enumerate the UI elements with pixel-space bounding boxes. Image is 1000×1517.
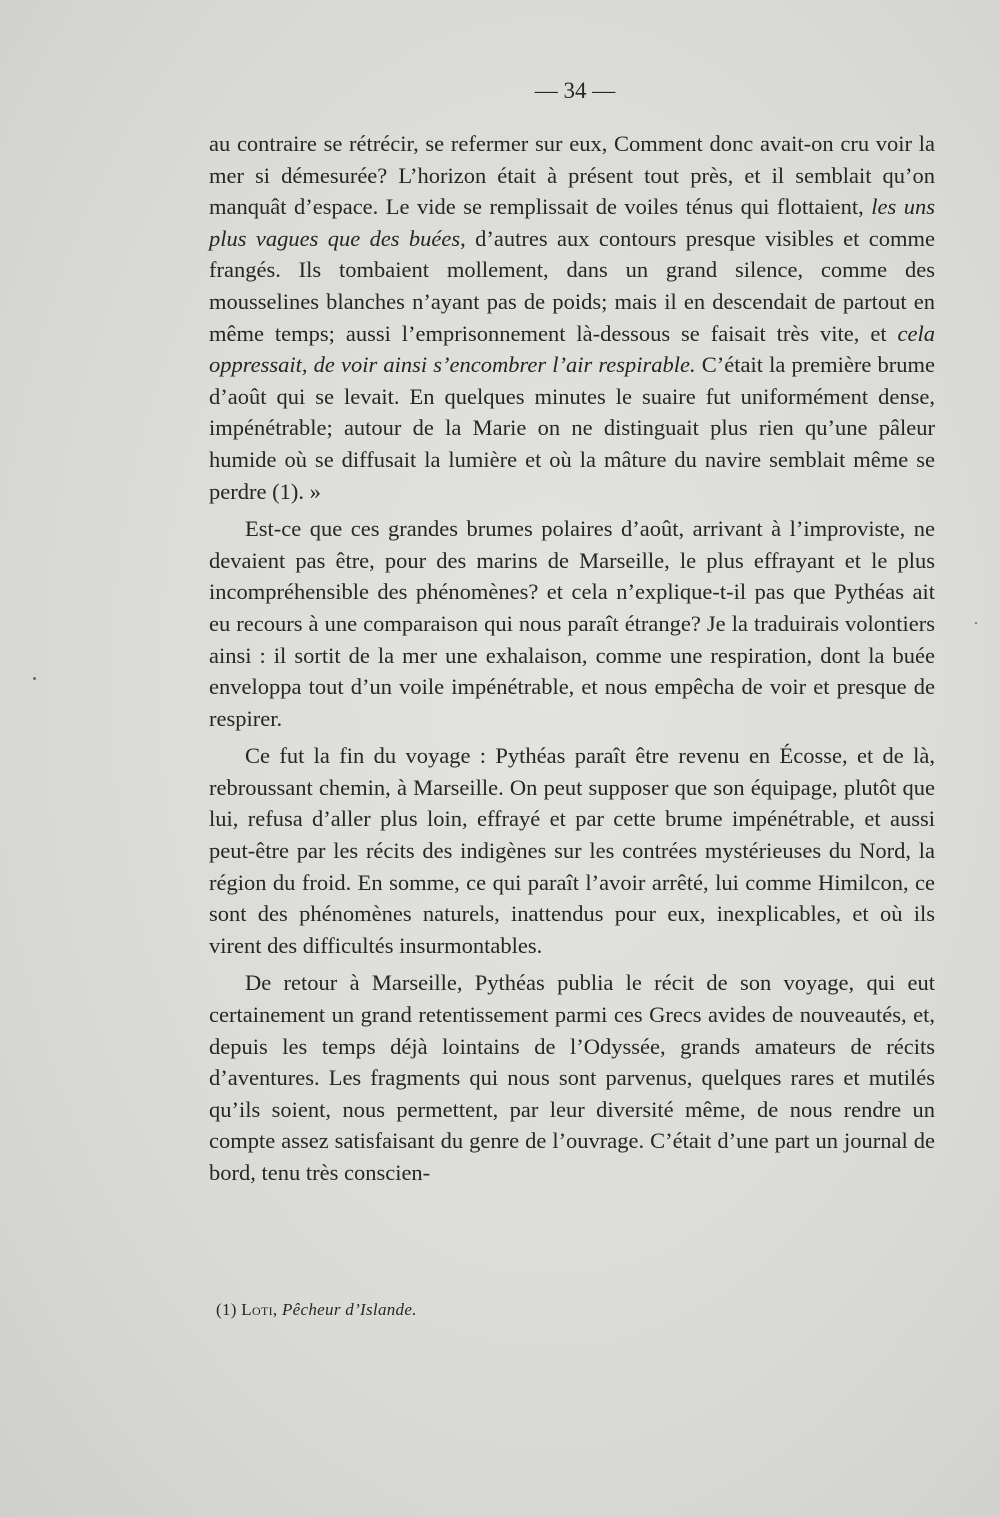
page-number: — 34 — [534, 78, 616, 103]
footnote-marker: (1) [216, 1300, 237, 1319]
paper-speck [33, 677, 36, 680]
text-segment: , d’autres aux contours presque visibles et comme frangés. Ils tombaient mollement, dans un grand silence, comme des mousselines blanches n’ayant pas de poids; mais il en descendait de partout en même temps; aussi l’emprisonnement là-dessous se faisait très vite, et [209, 225, 935, 346]
footnote-author: Loti, [241, 1300, 278, 1319]
italic-quote: les uns plus vagues que des buées [209, 194, 935, 251]
text-segment: Est-ce que ces grandes brumes polaires d’août, arrivant à l’improviste, ne devaient pas être, pour des marins de Marseille, le plus effrayant et le plus incompréhensible des phénomènes? et cela n’explique-t-il pas que Pythéas ait eu recours à une comparaison qui nous paraît étrange? Je la traduirais volontiers ainsi : il sortit de la mer une exhalaison, comme une respiration, dont la buée enveloppa tout d’un voile impénétrable, et nous empêcha de voir et presque de respirer. [209, 516, 935, 731]
paragraph-2 [209, 513, 935, 734]
paragraph-3 [209, 740, 935, 961]
text-segment: De retour à Marseille, Pythéas publia le récit de son voyage, qui eut certainement un grand retentissement parmi ces Grecs avides de nouveautés, et, depuis les temps déjà lointains de l’Odyssée, grands amateurs de récits d’aventures. Les fragments qui nous sont parvenus, quelques rares et mutilés qu’ils soient, nous permettent, par leur diversité même, de nous rendre un compte assez satisfaisant du genre de l’ouvrage. C’était d’une part un journal de bord, tenu très conscien- [209, 970, 935, 1185]
text-segment: Ce fut la fin du voyage : Pythéas paraît être revenu en Écosse, et de là, rebroussant chemin, à Marseille. On peut supposer que son équipage, plutôt que lui, refusa d’aller plus loin, effrayé et par cette brume impénétrable, et aussi peut-être par les récits des indigènes sur les contrées mystérieuses du Nord, la région du froid. En somme, ce qui paraît l’avoir arrêté, lui comme Himilcon, ce sont des phénomènes naturels, inattendus pour eux, inexplicables, et où ils virent des difficultés insurmontables. [209, 743, 935, 958]
text-segment: C’était la première brume d’août qui se levait. En quelques minutes le suaire fut uniformément dense, impénétrable; autour de la Marie on ne distinguait plus rien qu’une pâleur humide où se diffusait la lumière et où la mâture du navire semblait même se perdre (1). » [209, 352, 935, 504]
footnote [216, 1300, 417, 1320]
footnote-title: Pêcheur d’Islande. [282, 1300, 417, 1319]
body-text [209, 128, 935, 1189]
text-segment: au contraire se rétrécir, se refermer sur eux, Comment donc avait-on cru voir la mer si démesurée? L’horizon était à présent tout près, et il semblait qu’on manquât d’espace. Le vide se remplissait de voiles ténus qui flottaient, [209, 131, 935, 220]
paragraph-1 [209, 128, 935, 507]
italic-quote: cela oppressait, de voir ainsi s’encombrer l’air respirable. [209, 320, 935, 378]
paper-speck [975, 622, 977, 624]
paragraph-4 [209, 967, 935, 1188]
